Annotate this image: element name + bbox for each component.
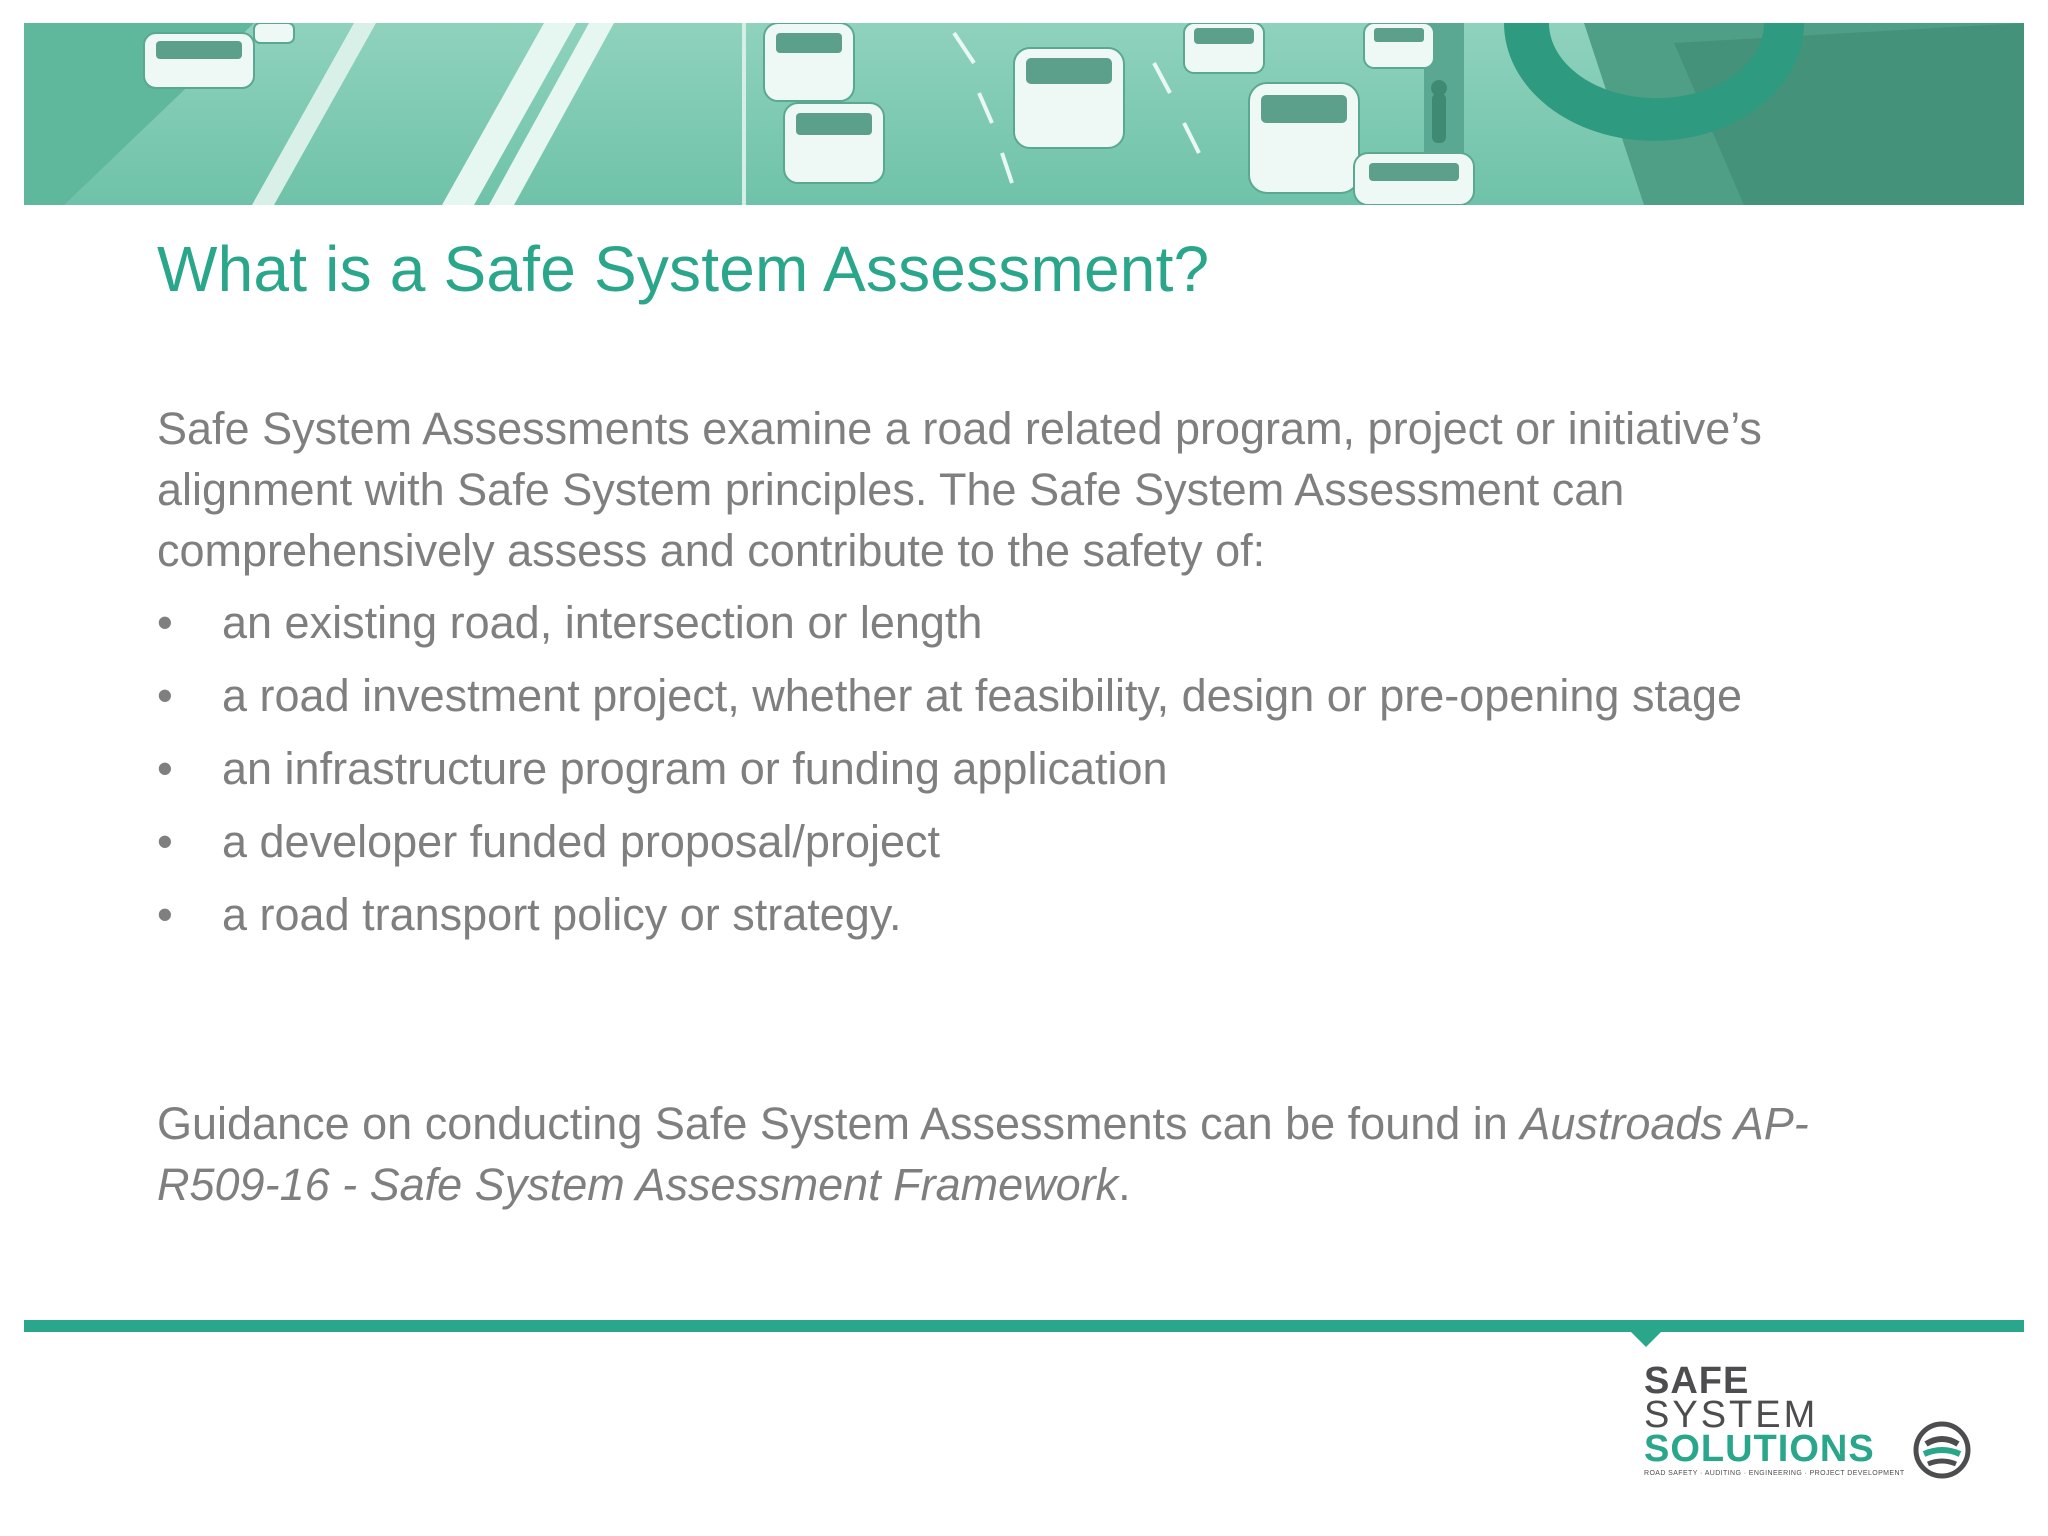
bullet-icon: •	[157, 889, 173, 940]
logo-line-solutions: SOLUTIONS	[1644, 1428, 1875, 1470]
bullet-icon: •	[157, 743, 173, 794]
list-item	[157, 738, 1877, 799]
header-banner-image	[24, 23, 2024, 205]
list-item	[157, 884, 1877, 945]
road-traffic-photo	[24, 23, 2024, 205]
list-item	[157, 811, 1877, 872]
bullet-icon: •	[157, 597, 173, 648]
intro-paragraph: Safe System Assessments examine a road related program, project or initiative’s alignment with Safe System principles. The Safe System Assessment can comprehensively assess and contribute to the safety of:	[157, 403, 1762, 576]
list-item-text: a road investment project, whether at feasibility, design or pre-opening stage	[222, 670, 1743, 721]
slide-title: What is a Safe System Assessment?	[157, 233, 1210, 305]
list-item-text: an existing road, intersection or length	[222, 597, 983, 648]
logo-tagline: ROAD SAFETY · AUDITING · ENGINEERING · PROJECT DEVELOPMENT	[1644, 1470, 1905, 1477]
bullet-icon: •	[157, 816, 173, 867]
bullet-icon: •	[157, 670, 173, 721]
list-item	[157, 665, 1877, 726]
company-logo	[1640, 1362, 1980, 1480]
bullet-list	[157, 592, 1877, 945]
logo-line-system: SYSTEM	[1644, 1394, 1819, 1436]
footer-notch-icon	[1630, 1331, 1662, 1347]
guidance-suffix: .	[1118, 1159, 1131, 1210]
list-item-text: an infrastructure program or funding application	[222, 743, 1168, 794]
guidance-reference: Austroads AP-R509-16 - Safe System Assessment Framework	[157, 1098, 1809, 1210]
guidance-text: Guidance on conducting Safe System Assessments can be found in	[157, 1098, 1521, 1149]
guidance-paragraph	[157, 1093, 1877, 1215]
slide-body	[157, 398, 1877, 957]
footer-divider	[24, 1320, 2024, 1332]
list-item-text: a developer funded proposal/project	[222, 816, 941, 867]
s-swoosh-icon	[1912, 1420, 1972, 1480]
list-item-text: a road transport policy or strategy.	[222, 889, 902, 940]
list-item	[157, 592, 1877, 653]
logo-line-safe: SAFE	[1644, 1360, 1750, 1402]
